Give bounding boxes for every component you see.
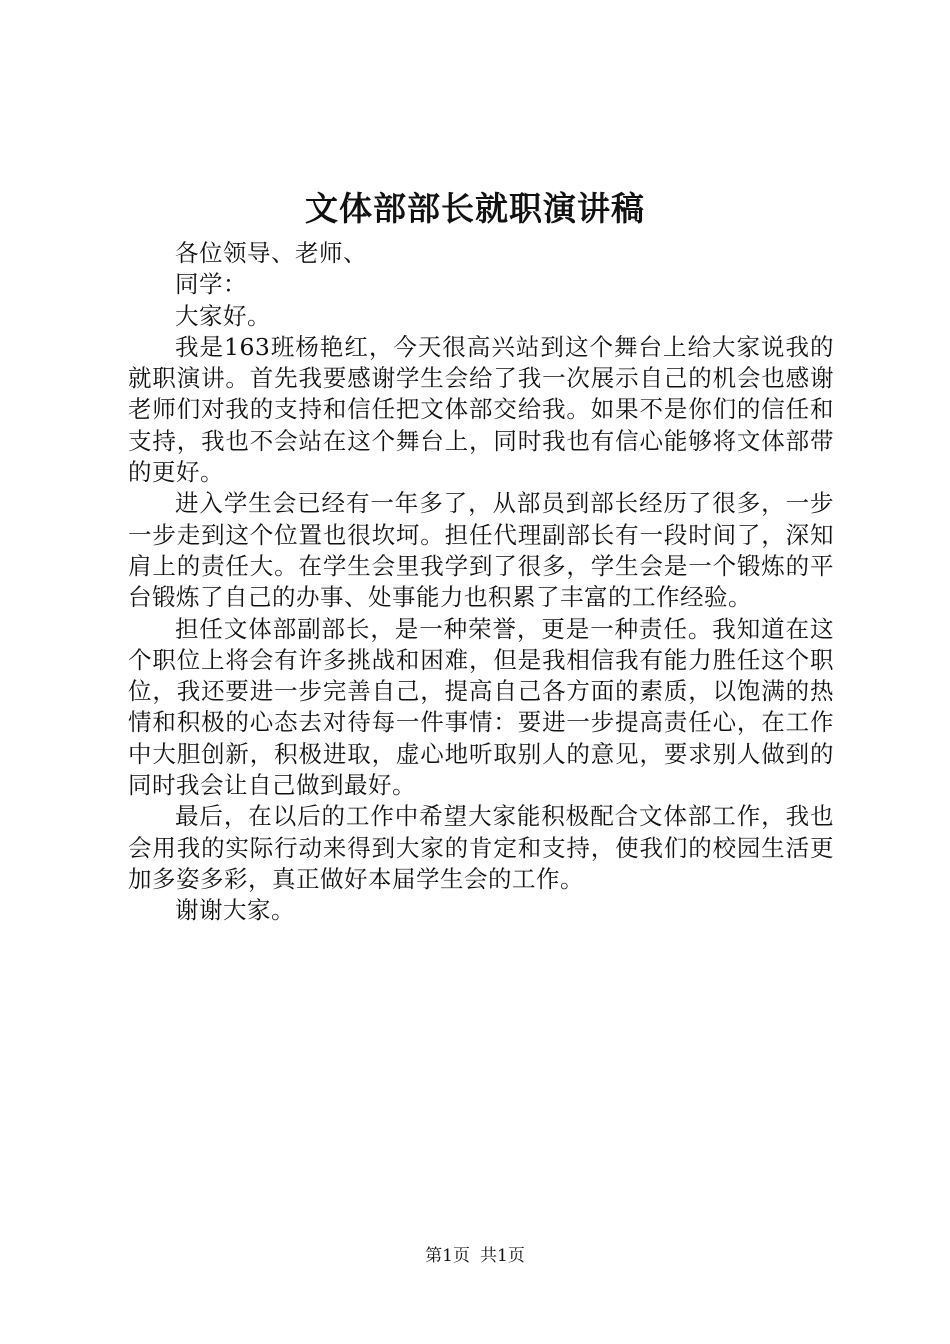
- page-footer: [0, 1244, 950, 1268]
- paragraph-responsibility: 担任文体部副部长，是一种荣誉，更是一种责任。我知道在这个职位上将会有许多挑战和困难，但是我相信我有能力胜任这个职位，我还要进一步完善自己，提高自己各方面的素质，以饱满的热情和积极的心态去对待每一件事情：要进一步提高责任心，在工作中大胆创新，积极进取，虚心地听取别人的意见，要求别人做到的同时我会让自己做到最好。: [128, 614, 834, 800]
- greeting-line-1: 各位领导、老师、: [175, 239, 367, 267]
- document-title: 文体部部长就职演讲稿: [305, 189, 645, 228]
- paragraph-conclusion: 最后，在以后的工作中希望大家能积极配合文体部工作，我也会用我的实际行动来得到大家的肯定和支持，使我们的校园生活更加多姿多彩，真正做好本届学生会的工作。: [128, 802, 834, 893]
- greeting-line-3: 大家好。: [175, 301, 271, 330]
- document-body: [128, 238, 834, 927]
- page-number-total: 共1页: [480, 1246, 525, 1266]
- closing-thanks: 谢谢大家。: [175, 896, 295, 925]
- greeting-line-2: 同学：: [175, 270, 247, 299]
- paragraph-introduction: 我是163班杨艳红，今天很高兴站到这个舞台上给大家说我的就职演讲。首先我要感谢学生会给了我一次展示自己的机会也感谢老师们对我的支持和信任把文体部交给我。如果不是你们的信任和支持，我也不会站在这个舞台上，同时我也有信心能够将文体部带的更好。: [128, 332, 834, 487]
- paragraph-experience: 进入学生会已经有一年多了，从部员到部长经历了很多，一步一步走到这个位置也很坎坷。担任代理副部长有一段时间了，深知肩上的责任大。在学生会里我学到了很多，学生会是一个锻炼的平台锻炼了自己的办事、处事能力也积累了丰富的工作经验。: [128, 489, 834, 612]
- page-number-current: 第1页: [425, 1246, 470, 1266]
